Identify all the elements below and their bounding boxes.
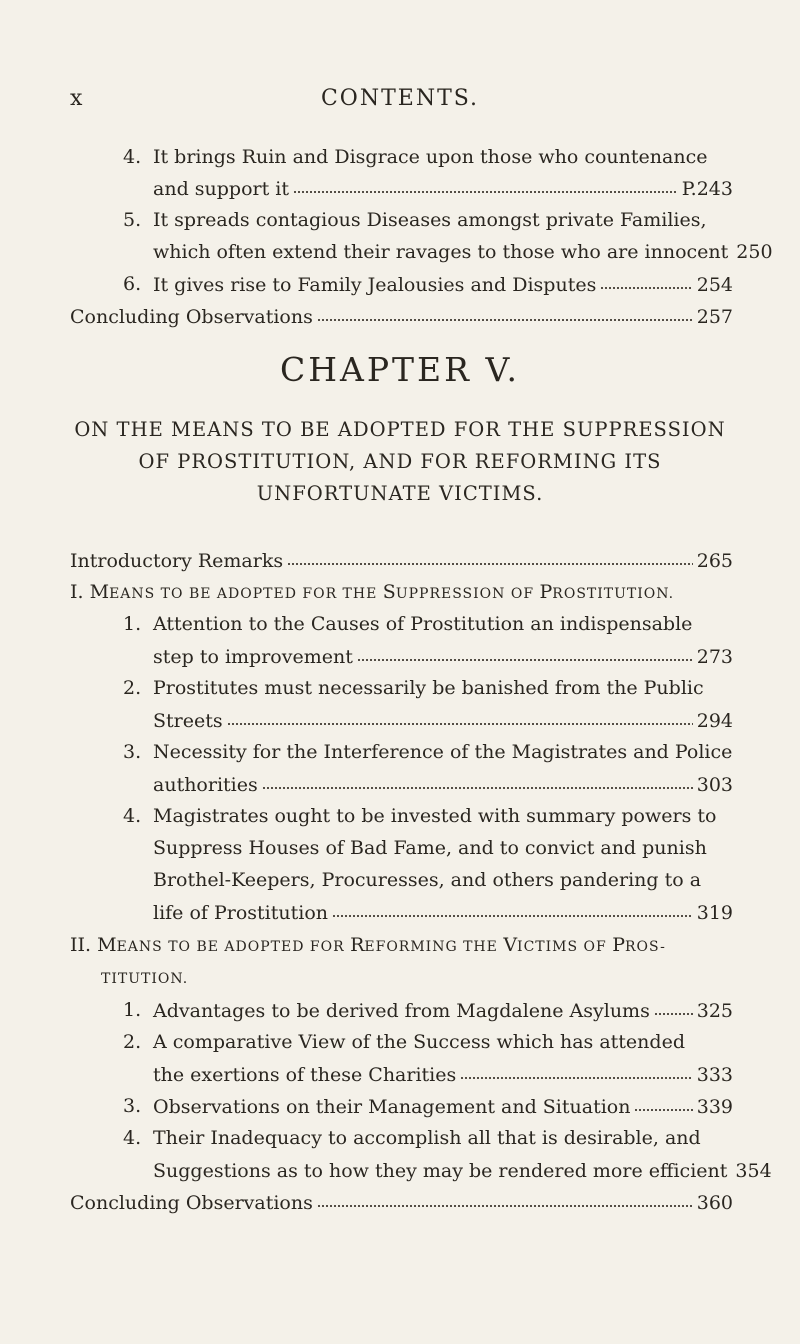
toc-entry[interactable]: [153, 900, 733, 924]
toc-entry[interactable]: [153, 272, 733, 296]
toc-page-number: 265: [696, 550, 733, 572]
toc-entry[interactable]: [153, 998, 733, 1022]
page-folio: x: [70, 86, 84, 111]
toc-entry-text: authorities: [153, 774, 258, 796]
dot-leader: [332, 913, 693, 919]
toc-entry-number: 5.: [123, 209, 142, 231]
toc-page-number: 294: [696, 710, 733, 732]
toc-entry-text: which often extend their ravages to those who are innocent: [153, 241, 729, 263]
dot-leader: [287, 561, 693, 567]
dot-leader: [317, 317, 693, 323]
toc-entry-number: 2.: [123, 677, 142, 699]
toc-entry-text: A comparative View of the Success which has attended: [153, 1031, 685, 1053]
toc-entry[interactable]: [70, 304, 733, 328]
chapter-subtitle-line: ON THE MEANS TO BE ADOPTED FOR THE SUPPRESSION: [74, 418, 726, 441]
toc-page-number: 339: [696, 1096, 733, 1118]
toc-entry-text: It brings Ruin and Disgrace upon those who countenance: [153, 146, 708, 168]
running-head: [70, 86, 730, 116]
toc-entry[interactable]: [153, 772, 733, 796]
toc-entry-text: Attention to the Causes of Prostitution an indispensable: [153, 613, 693, 635]
toc-entry-number: 3.: [123, 741, 142, 763]
dot-leader: [634, 1107, 692, 1113]
toc-page-number: 303: [696, 774, 733, 796]
toc-entry[interactable]: [153, 1094, 733, 1118]
section-heading-continuation: TITUTION.: [101, 971, 189, 987]
dot-leader: [460, 1075, 692, 1081]
toc-page-number: 254: [696, 274, 733, 296]
dot-leader: [654, 1011, 693, 1017]
toc-page-number: 257: [696, 306, 733, 328]
toc-entry-number: 2.: [123, 1031, 142, 1053]
toc-page-number: 325: [696, 1000, 733, 1022]
dot-leader: [293, 189, 678, 195]
toc-entry[interactable]: [153, 1158, 772, 1182]
toc-page-number: P.243: [681, 178, 733, 200]
toc-page-number: 250: [736, 241, 773, 263]
toc-entry-text: It gives rise to Family Jealousies and Disputes: [153, 274, 597, 296]
toc-entry-text: Suggestions as to how they may be rendered more efficient: [153, 1160, 728, 1182]
toc-entry-text: Introductory Remarks: [70, 550, 284, 572]
toc-entry-text: Magistrates ought to be invested with summary powers to: [153, 805, 717, 827]
toc-entry-text: step to improvement: [153, 646, 353, 668]
toc-entry[interactable]: [153, 1062, 733, 1086]
toc-entry[interactable]: [70, 548, 733, 572]
section-heading: I. MEANS TO BE ADOPTED FOR THE SUPPRESSION OF PROSTITUTION.: [70, 581, 675, 603]
page-title: CONTENTS.: [320, 86, 480, 111]
dot-leader: [600, 285, 692, 291]
toc-entry-text: the exertions of these Charities: [153, 1064, 457, 1086]
toc-entry-text: and support it: [153, 178, 289, 200]
toc-page-number: 319: [696, 902, 733, 924]
toc-entry-number: 1.: [123, 999, 142, 1021]
section-number: II.: [70, 934, 92, 956]
toc-entry-number: 4.: [123, 146, 142, 168]
toc-entry[interactable]: [153, 239, 773, 263]
chapter-subtitle-line: UNFORTUNATE VICTIMS.: [256, 482, 544, 505]
toc-entry-text: Advantages to be derived from Magdalene Asylums: [153, 1000, 650, 1022]
toc-entry[interactable]: [153, 176, 733, 200]
toc-page-number: 354: [735, 1160, 772, 1182]
chapter-subtitle-line: OF PROSTITUTION, AND FOR REFORMING ITS: [138, 450, 662, 473]
toc-entry-text: Prostitutes must necessarily be banished from the Public: [153, 677, 704, 699]
section-number: I.: [70, 581, 84, 603]
toc-entry-number: 6.: [123, 273, 142, 295]
toc-page-number: 360: [696, 1192, 733, 1214]
toc-page-number: 273: [696, 646, 733, 668]
toc-entry-text: life of Prostitution: [153, 902, 329, 924]
toc-entry-text: Their Inadequacy to accomplish all that is desirable, and: [153, 1127, 701, 1149]
toc-entry-text: Suppress Houses of Bad Fame, and to convict and punish: [153, 837, 707, 859]
toc-entry[interactable]: [70, 1190, 733, 1214]
toc-entry-number: 1.: [123, 613, 142, 635]
dot-leader: [227, 721, 693, 727]
dot-leader: [357, 657, 693, 663]
toc-entry-text: It spreads contagious Diseases amongst private Families,: [153, 209, 707, 231]
toc-entry-text: Brothel-Keepers, Procuresses, and others pandering to a: [153, 869, 702, 891]
toc-entry-text: Observations on their Management and Situation: [153, 1096, 631, 1118]
toc-page-number: 333: [696, 1064, 733, 1086]
toc-entry[interactable]: [153, 708, 733, 732]
chapter-heading: CHAPTER V.: [279, 350, 521, 389]
toc-entry-text: Concluding Observations: [70, 306, 313, 328]
toc-entry-text: Streets: [153, 710, 223, 732]
toc-entry-number: 4.: [123, 1127, 142, 1149]
dot-leader: [262, 785, 693, 791]
toc-entry-number: 3.: [123, 1095, 142, 1117]
toc-entry-text: Concluding Observations: [70, 1192, 313, 1214]
dot-leader: [317, 1203, 693, 1209]
toc-entry-text: Necessity for the Interference of the Magistrates and Police: [153, 741, 733, 763]
toc-entry-number: 4.: [123, 805, 142, 827]
toc-entry[interactable]: [153, 644, 733, 668]
section-heading: II. MEANS TO BE ADOPTED FOR REFORMING THE VICTIMS OF PROS-: [70, 934, 666, 956]
